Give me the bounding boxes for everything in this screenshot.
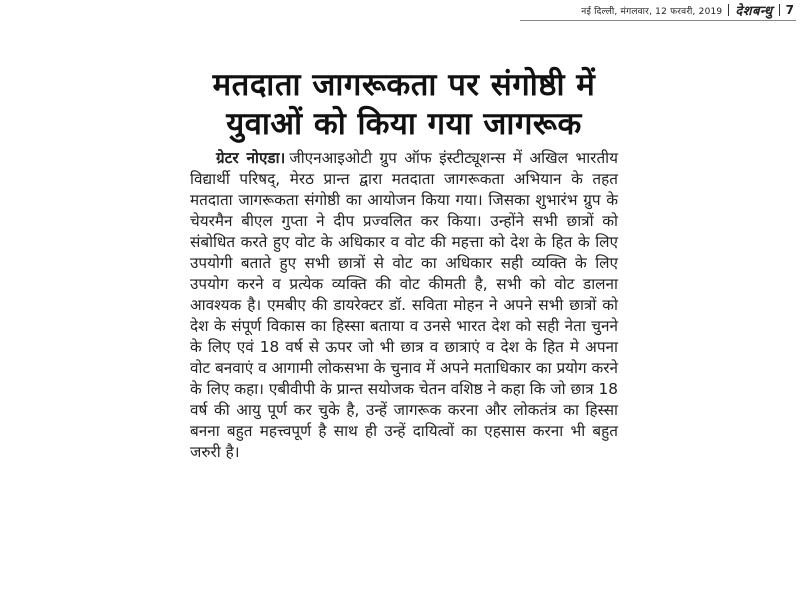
masthead [520, 0, 800, 20]
headline-line-2: युवाओं को किया गया जागरूक [226, 106, 582, 142]
headline-line-1: मतदाता जागरूकता पर संगोष्ठी में [212, 67, 596, 103]
dateline: नई दिल्ली, मंगलवार, 12 फरवरी, 2019 [581, 6, 723, 17]
article-body-text: जीएनआइओटी ग्रुप ऑफ इंस्टीट्यूशन्स में अखिल भारतीय विद्यार्थी परिषद्, मेरठ प्रान्त द्वारा मतदाता जागरूकता अभियान के तहत मतदाता जागरूकता संगोष्ठी का आयोजन किया गया। जिसका शुभारंभ ग्रुप के चेयरमैन बीएल गुप्ता ने दीप प्रज्वलित कर किया। उन्होंने सभी छात्रों को संबोधित करते हुए वोट के अधिकार व वोट की महत्ता को देश के हित के लिए उपयोगी बताते हुए सभी छात्रों से वोट का अधिकार सही व्यक्ति के लिए उपयोग करने व प्रत्येक व्यक्ति की वोट कीमती है, सभी को वोट डालना आवश्यक है। एमबीए की डायरेक्टर डॉ. सविता मोहन ने अपने सभी छात्रों को देश के संपूर्ण विकास का हिस्सा बताया व उनसे भारत देश को सही नेता चुनने के लिए एवं 18 वर्ष से ऊपर जो भी छात्र व छात्राएं व देश के हित मे अपना वोट बनवाएं व आगामी लोकसभा के चुनाव में अपने मताधिकार का प्रयोग करने के लिए कहा। एबीवीपी के प्रान्त सयोजक चेतन वशिष्ठ ने कहा कि जो छात्र 18 वर्ष की आयु पूर्ण कर चुके है, उन्हें जागरूक करना और लोकतंत्र का हिस्सा बनना बहुत महत्त्वपूर्ण है साथ ही उन्हें दायित्वों का एहसास करना भी बहुत जरुरी है। [190, 149, 618, 461]
masthead-rule [520, 20, 796, 21]
headline [190, 66, 618, 144]
placeline: ग्रेटर नोएडा। [216, 149, 286, 167]
masthead-divider [779, 4, 780, 16]
newspaper-name: देशबन्धु [735, 4, 773, 19]
page-number: 7 [785, 3, 794, 17]
news-article [190, 66, 618, 463]
article-body [190, 148, 618, 463]
masthead-divider [728, 4, 729, 16]
